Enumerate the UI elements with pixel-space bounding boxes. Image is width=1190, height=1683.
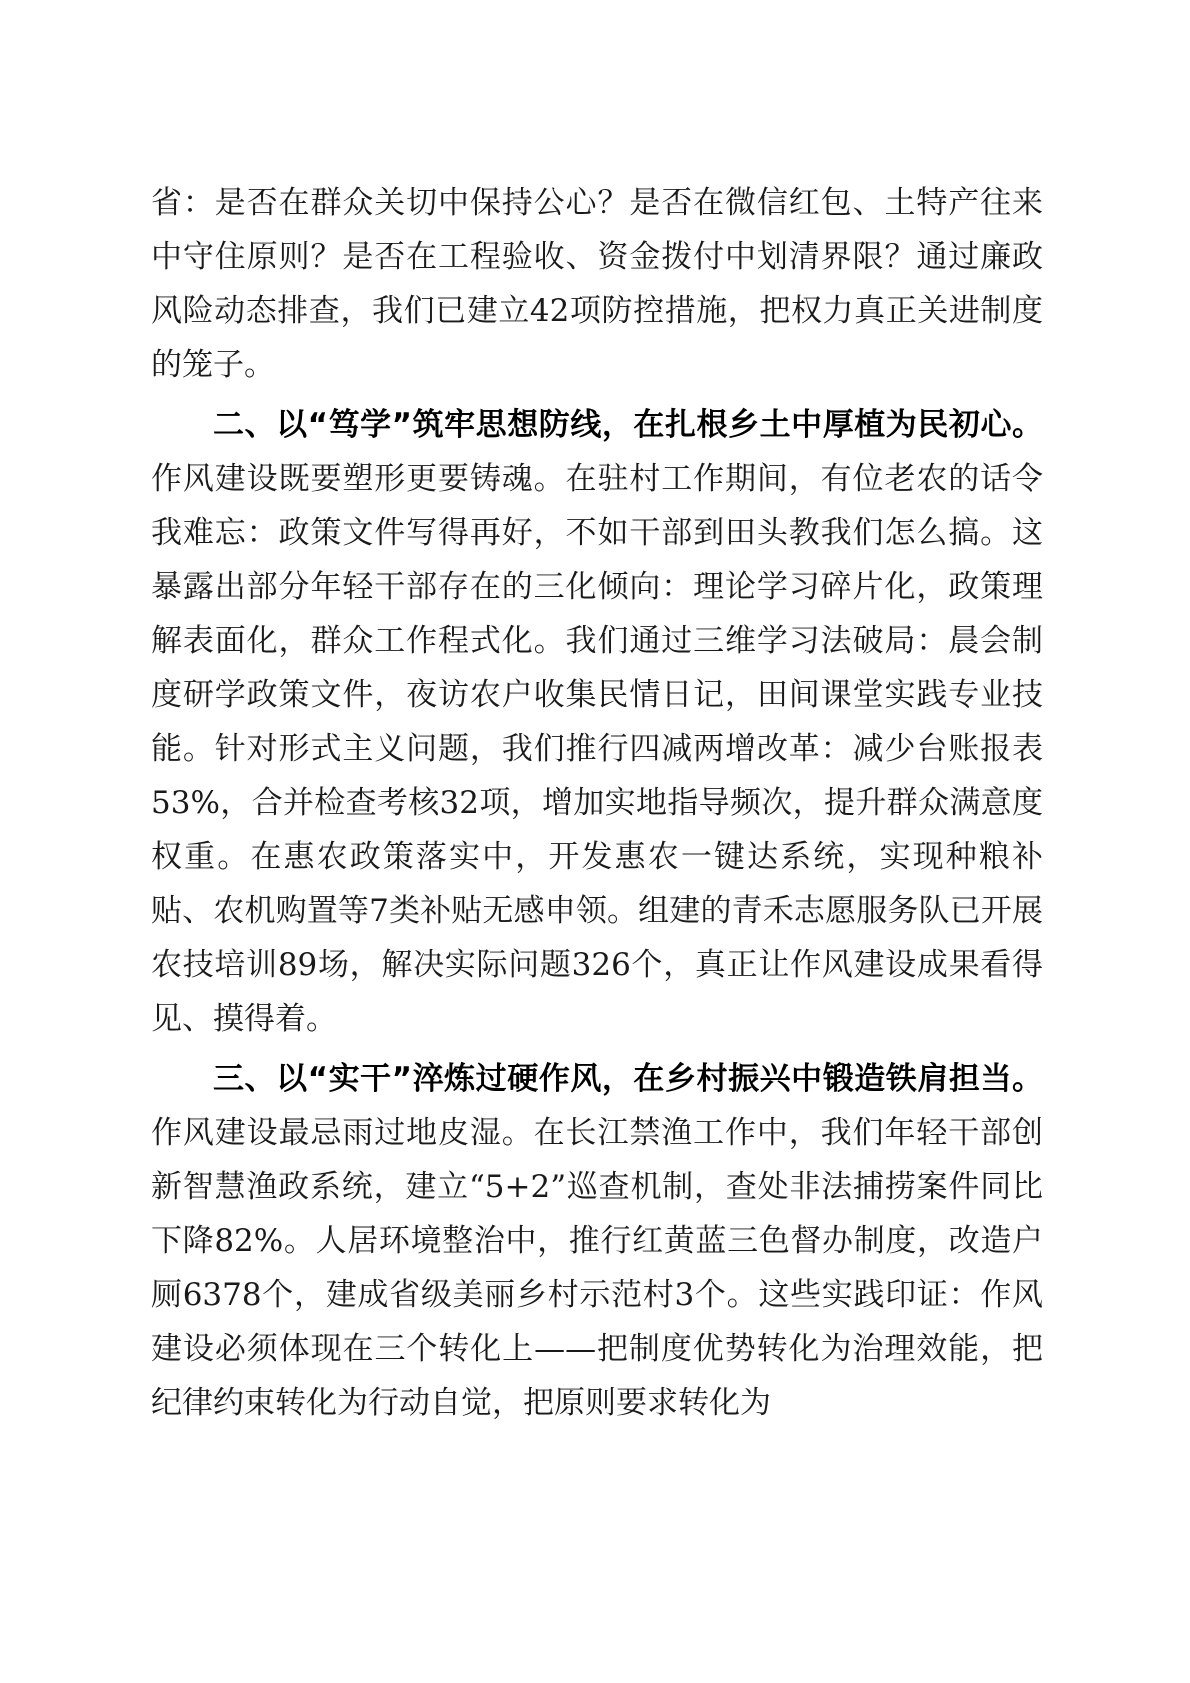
paragraph-section-two bbox=[151, 398, 1043, 1046]
section-heading: 三、以“实干”淬炼过硬作风，在乡村振兴中锻造铁肩担当。 bbox=[213, 1061, 1043, 1097]
paragraph-body: 省：是否在群众关切中保持公心？是否在微信红包、土特产往来中守住原则？是否在工程验收、资金拨付中划清界限？通过廉政风险动态排查，我们已建立42项防控措施，把权力真正关进制度的笼子。 bbox=[151, 185, 1043, 383]
paragraph-body: 作风建设既要塑形更要铸魂。在驻村工作期间，有位老农的话令我难忘：政策文件写得再好，不如干部到田头教我们怎么搞。这暴露出部分年轻干部存在的三化倾向：理论学习碎片化，政策理解表面化，群众工作程式化。我们通过三维学习法破局：晨会制度研学政策文件，夜访农户收集民情日记，田间课堂实践专业技能。针对形式主义问题，我们推行四减两增改革：减少台账报表53%，合并检查考核32项，增加实地指导频次，提升群众满意度权重。在惠农政策落实中，开发惠农一键达系统，实现种粮补贴、农机购置等7类补贴无感申领。组建的青禾志愿服务队已开展农技培训89场，解决实际问题326个，真正让作风建设成果看得见、摸得着。 bbox=[151, 461, 1043, 1037]
document-page bbox=[151, 176, 1043, 1436]
paragraph-section-three bbox=[151, 1052, 1043, 1430]
section-heading: 二、以“笃学”筑牢思想防线，在扎根乡土中厚植为民初心。 bbox=[213, 407, 1043, 443]
paragraph-body: 作风建设最忌雨过地皮湿。在长江禁渔工作中，我们年轻干部创新智慧渔政系统，建立“5+2”巡查机制，查处非法捕捞案件同比下降82%。人居环境整治中，推行红黄蓝三色督办制度，改造户厕6378个，建成省级美丽乡村示范村3个。这些实践印证：作风建设必须体现在三个转化上——把制度优势转化为治理效能，把纪律约束转化为行动自觉，把原则要求转化为 bbox=[151, 1115, 1043, 1421]
paragraph-continuation bbox=[151, 176, 1043, 392]
